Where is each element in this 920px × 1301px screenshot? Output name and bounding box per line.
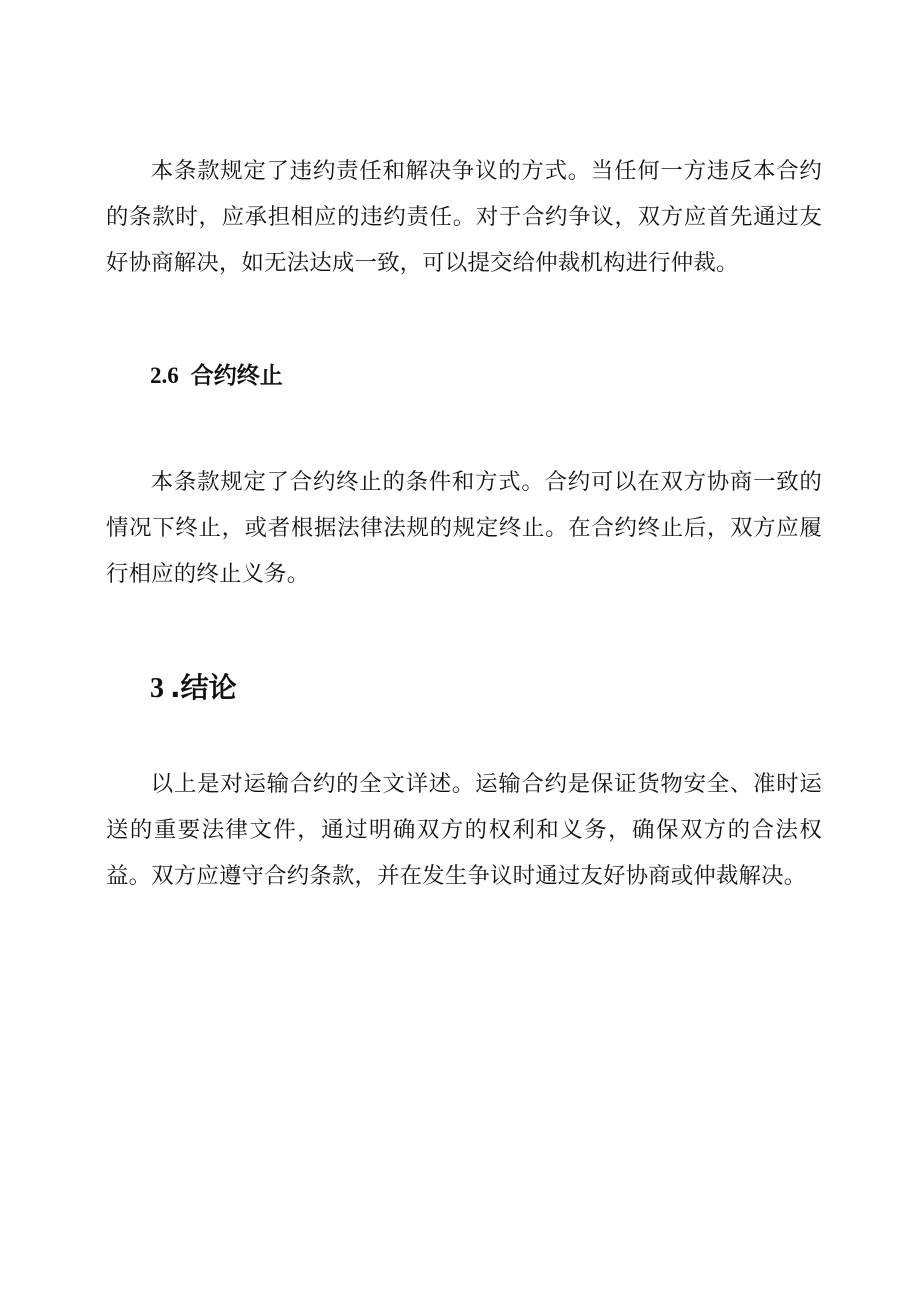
- section-heading-3: [150, 666, 237, 711]
- paragraph-dispute-resolution: 本条款规定了违约责任和解决争议的方式。当任何一方违反本合约的条款时，应承担相应的违约责任。对于合约争议，双方应首先通过友好协商解决，如无法达成一致，可以提交给仲裁机构进行仲裁。: [106, 158, 822, 276]
- section-number: 2.6: [150, 363, 179, 388]
- section-title: .结论: [170, 671, 237, 704]
- section-number: 3: [150, 673, 164, 704]
- section-title: 合约终止: [190, 363, 283, 389]
- section-heading-2-6: [150, 356, 283, 396]
- paragraph-conclusion: 以上是对运输合约的全文详述。运输合约是保证货物安全、准时运送的重要法律文件，通过明确双方的权利和义务，确保双方的合法权益。双方应遵守合约条款，并在发生争议时通过友好协商或仲裁解决。: [106, 771, 822, 889]
- paragraph-contract-termination: 本条款规定了合约终止的条件和方式。合约可以在双方协商一致的情况下终止，或者根据法律法规的规定终止。在合约终止后，双方应履行相应的终止义务。: [106, 469, 822, 587]
